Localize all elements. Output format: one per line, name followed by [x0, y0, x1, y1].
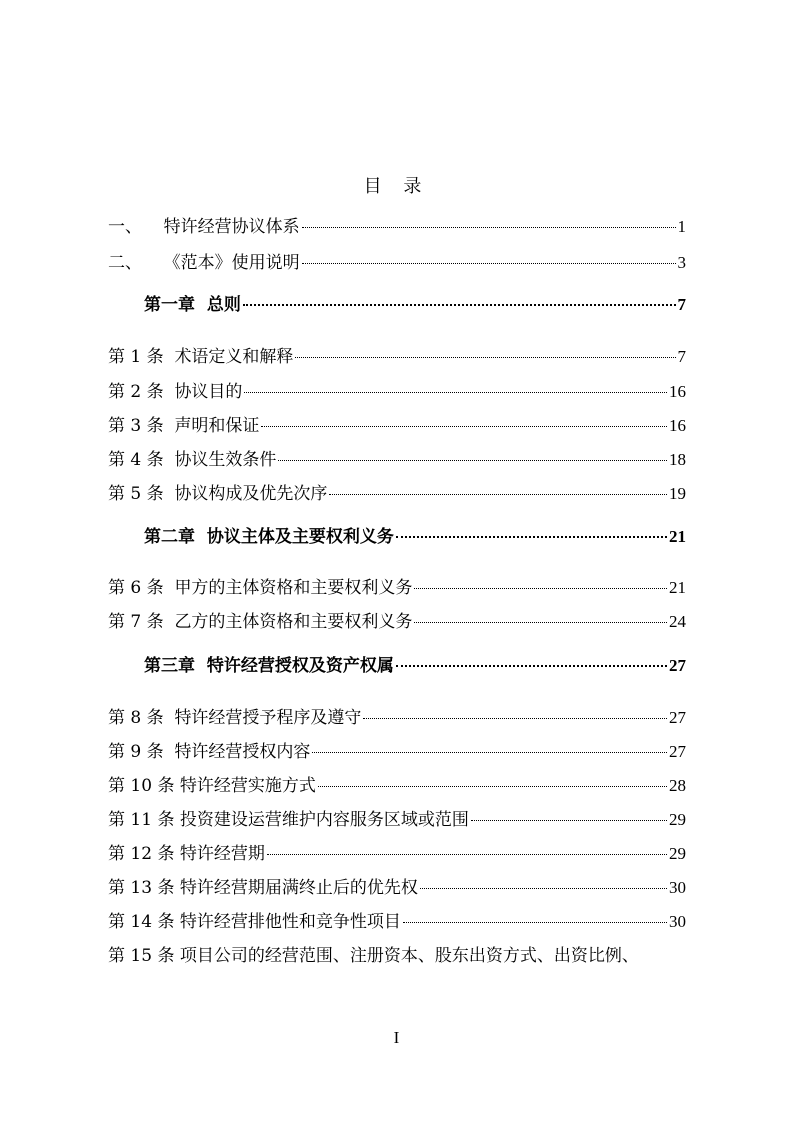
toc-leader-dots — [471, 820, 667, 821]
toc-entry-label: 总则 — [206, 295, 241, 315]
toc-entry-article-8[interactable] — [108, 703, 686, 728]
toc-entry-prefix: 第 11 条 — [108, 810, 175, 830]
toc-entry-article-2[interactable] — [108, 377, 686, 402]
toc-entry-article-1[interactable] — [108, 342, 686, 367]
toc-entry-label: 项目公司的经营范围、注册资本、股东出资方式、出资比例、 — [179, 946, 639, 966]
toc-entry-prefix: 第 5 条 — [108, 484, 164, 504]
toc-leader-dots — [312, 752, 667, 753]
toc-entry-prefix: 第二章 — [144, 527, 195, 547]
toc-leader-dots — [363, 718, 667, 719]
toc-entry-prefix: 第 2 条 — [108, 382, 164, 402]
toc-entry-label: 声明和保证 — [174, 416, 260, 436]
toc-entry-article-10[interactable] — [108, 771, 686, 796]
toc-entry-article-6[interactable] — [108, 573, 686, 598]
toc-entry-page: 7 — [677, 347, 686, 366]
toc-entry-label: 协议目的 — [174, 382, 243, 402]
toc-leader-dots — [318, 786, 667, 787]
toc-entry-page: 30 — [669, 912, 686, 931]
toc-entry-prefix: 第 4 条 — [108, 450, 164, 470]
toc-entry-article-4[interactable] — [108, 445, 686, 470]
toc-entry-label: 特许经营期 — [179, 844, 265, 864]
page-number: I — [393, 1028, 400, 1047]
toc-entry-label: 特许经营授予程序及遵守 — [174, 708, 362, 728]
toc-entry-label: 乙方的主体资格和主要权利义务 — [174, 612, 413, 632]
toc-entry-prefix: 第一章 — [144, 295, 195, 315]
toc-entry-label: 特许经营授权及资产权属 — [206, 656, 394, 676]
toc-leader-dots — [243, 304, 676, 306]
toc-entry-section-2[interactable] — [108, 248, 686, 273]
toc-entry-page: 16 — [669, 382, 686, 401]
toc-entry-prefix: 一、 — [108, 217, 142, 237]
toc-leader-dots — [278, 460, 667, 461]
toc-leader-dots — [420, 888, 667, 889]
toc-entry-page: 18 — [669, 450, 686, 469]
toc-entry-prefix: 第 6 条 — [108, 578, 164, 598]
toc-entry-article-5[interactable] — [108, 479, 686, 504]
toc-entry-page: 27 — [669, 708, 686, 727]
toc-entry-label: 特许经营实施方式 — [179, 776, 316, 796]
toc-entry-label: 协议主体及主要权利义务 — [206, 527, 394, 547]
toc-entry-label: 《范本》使用说明 — [163, 253, 300, 273]
toc-entry-label: 特许经营协议体系 — [163, 217, 300, 237]
toc-entry-label: 甲方的主体资格和主要权利义务 — [174, 578, 413, 598]
toc-entry-article-15[interactable] — [108, 941, 686, 966]
toc-entry-prefix: 第 9 条 — [108, 742, 164, 762]
toc-entry-prefix: 第 14 条 — [108, 912, 175, 932]
toc-entry-chapter-1[interactable] — [108, 290, 686, 315]
toc-entry-label: 协议构成及优先次序 — [174, 484, 328, 504]
toc-entry-section-1[interactable] — [108, 212, 686, 237]
toc-entry-chapter-3[interactable] — [108, 651, 686, 676]
toc-entry-label: 特许经营授权内容 — [174, 742, 311, 762]
toc-entry-page: 27 — [669, 742, 686, 761]
toc-entry-label: 投资建设运营维护内容服务区域或范围 — [179, 810, 469, 830]
toc-entry-label: 协议生效条件 — [174, 450, 277, 470]
toc-title: 目 录 — [363, 176, 430, 197]
toc-entry-page: 28 — [669, 776, 686, 795]
toc-entry-prefix: 第 3 条 — [108, 416, 164, 436]
toc-entry-page: 29 — [669, 810, 686, 829]
toc-entry-page: 24 — [669, 612, 686, 631]
toc-leader-dots — [403, 922, 667, 923]
toc-entry-article-12[interactable] — [108, 839, 686, 864]
toc-entry-prefix: 第 8 条 — [108, 708, 164, 728]
toc-leader-dots — [261, 426, 667, 427]
toc-entry-page: 3 — [677, 253, 686, 272]
toc-entry-article-3[interactable] — [108, 411, 686, 436]
toc-entry-label: 术语定义和解释 — [174, 347, 294, 367]
toc-leader-dots — [396, 665, 667, 667]
toc-leader-dots — [302, 263, 676, 264]
toc-entry-prefix: 第三章 — [144, 656, 195, 676]
toc-entry-label: 特许经营排他性和竞争性项目 — [179, 912, 401, 932]
toc-entry-page: 19 — [669, 484, 686, 503]
toc-leader-dots — [329, 494, 667, 495]
toc-entry-article-14[interactable] — [108, 907, 686, 932]
toc-leader-dots — [267, 854, 667, 855]
toc-entry-page: 21 — [669, 578, 686, 597]
toc-entry-prefix: 第 1 条 — [108, 347, 164, 367]
toc-leader-dots — [414, 588, 667, 589]
toc-entry-page: 7 — [677, 295, 686, 314]
toc-entry-prefix: 二、 — [108, 253, 142, 273]
toc-entry-prefix: 第 15 条 — [108, 946, 175, 966]
toc-entry-prefix: 第 10 条 — [108, 776, 175, 796]
toc-entry-article-11[interactable] — [108, 805, 686, 830]
toc-leader-dots — [302, 227, 676, 228]
toc-leader-dots — [244, 392, 667, 393]
toc-leader-dots — [414, 622, 667, 623]
toc-entry-chapter-2[interactable] — [108, 522, 686, 547]
toc-entry-page: 27 — [669, 656, 686, 675]
toc-entry-page: 1 — [677, 217, 686, 236]
toc-leader-dots — [295, 357, 675, 358]
toc-entry-prefix: 第 12 条 — [108, 844, 175, 864]
toc-entry-page: 21 — [669, 527, 686, 546]
toc-entry-prefix: 第 7 条 — [108, 612, 164, 632]
toc-entry-prefix: 第 13 条 — [108, 878, 175, 898]
toc-entry-page: 29 — [669, 844, 686, 863]
toc-entry-article-9[interactable] — [108, 737, 686, 762]
toc-entry-article-7[interactable] — [108, 607, 686, 632]
toc-entry-label: 特许经营期届满终止后的优先权 — [179, 878, 418, 898]
toc-entry-page: 16 — [669, 416, 686, 435]
toc-entry-article-13[interactable] — [108, 873, 686, 898]
toc-leader-dots — [396, 536, 667, 538]
toc-entry-page: 30 — [669, 878, 686, 897]
